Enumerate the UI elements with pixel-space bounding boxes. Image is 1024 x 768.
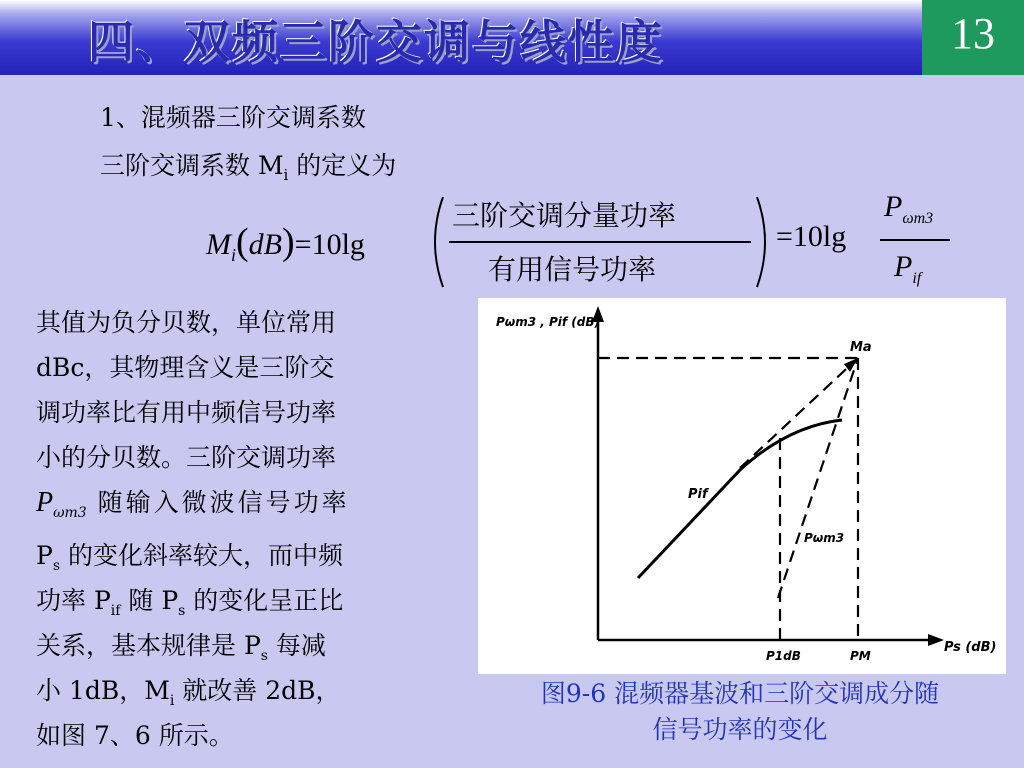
formula-P-den-sub: if [912,270,922,287]
figure-plot [478,298,1006,674]
formula-P-num: P [884,190,903,223]
formula-denominator: 有用信号功率 [488,253,657,286]
pwm3-line [778,358,858,598]
formula-unit: dB [248,228,282,261]
text-line-10: 如图 7、6 所示。 [36,721,234,750]
definition-sub: i [283,166,289,184]
text-line-6: $P_s$ 的变化斜率较大，而中频 [36,541,343,574]
text-line-3: 调功率比有用中频信号功率 [36,398,337,427]
formula-M-sub: i [231,245,237,265]
slide-title: 四、双频三阶交调与线性度 [88,15,664,69]
text-line-5: $P_{\omega m3}$ 随输入微波信号功率 [36,487,350,521]
formula-P-den: P [894,250,913,283]
x-axis-arrow [928,634,944,646]
formula-fraction-bar-2 [880,238,950,242]
text-line-2: dBc，其物理含义是三阶交 [36,353,335,382]
text-line-9: 小 1dB，$M_i$ 就改善 2dB， [36,676,341,709]
definition-prefix: 三阶交调系数 M [100,151,284,180]
y-axis-label: Pωm3 , Pif (dB) [496,315,601,329]
figure-caption [480,676,1000,748]
ma-label: Ma [850,340,872,355]
formula-equals-1: = [294,228,312,261]
pif-label: Pif [688,487,708,502]
p1db-tick-label: P1dB [766,649,801,663]
text-line-4: 小的分贝数。三阶交调功率 [36,443,337,472]
formula-numerator: 三阶交调分量功率 [452,199,677,232]
caption-line-2: 信号功率的变化 [652,715,828,744]
pwm3-label: Pωm3 [804,531,845,545]
x-axis-label: Ps (dB) [944,640,997,655]
page-number: 13 [951,9,995,58]
caption-line-1: 图9-6 混频器基波和三阶交调成分随 [540,679,940,708]
formula-const-1: 10lg [311,228,365,261]
page-number-box [922,0,1024,75]
title-bar [0,0,922,75]
pm-tick-label: PM [850,649,871,663]
section-heading: 1、混频器三阶交调系数 [100,103,366,132]
definition-line [100,146,396,184]
text-line-1: 其值为负分贝数，单位常用 [36,308,337,337]
formula-equals-2: = [776,220,793,253]
figure-9-6 [478,298,1006,674]
formula-M: M [206,228,231,261]
formula-P-num-sub: ωm3 [902,210,934,227]
text-line-8: 关系，基本规律是 $P_s$ 每减 [36,631,326,664]
definition-suffix: 的定义为 [288,151,397,180]
formula-const-2: 10lg [792,220,847,253]
text-line-7: 功率 $P_{if}$ 随 $P_s$ 的变化呈正比 [36,586,344,619]
